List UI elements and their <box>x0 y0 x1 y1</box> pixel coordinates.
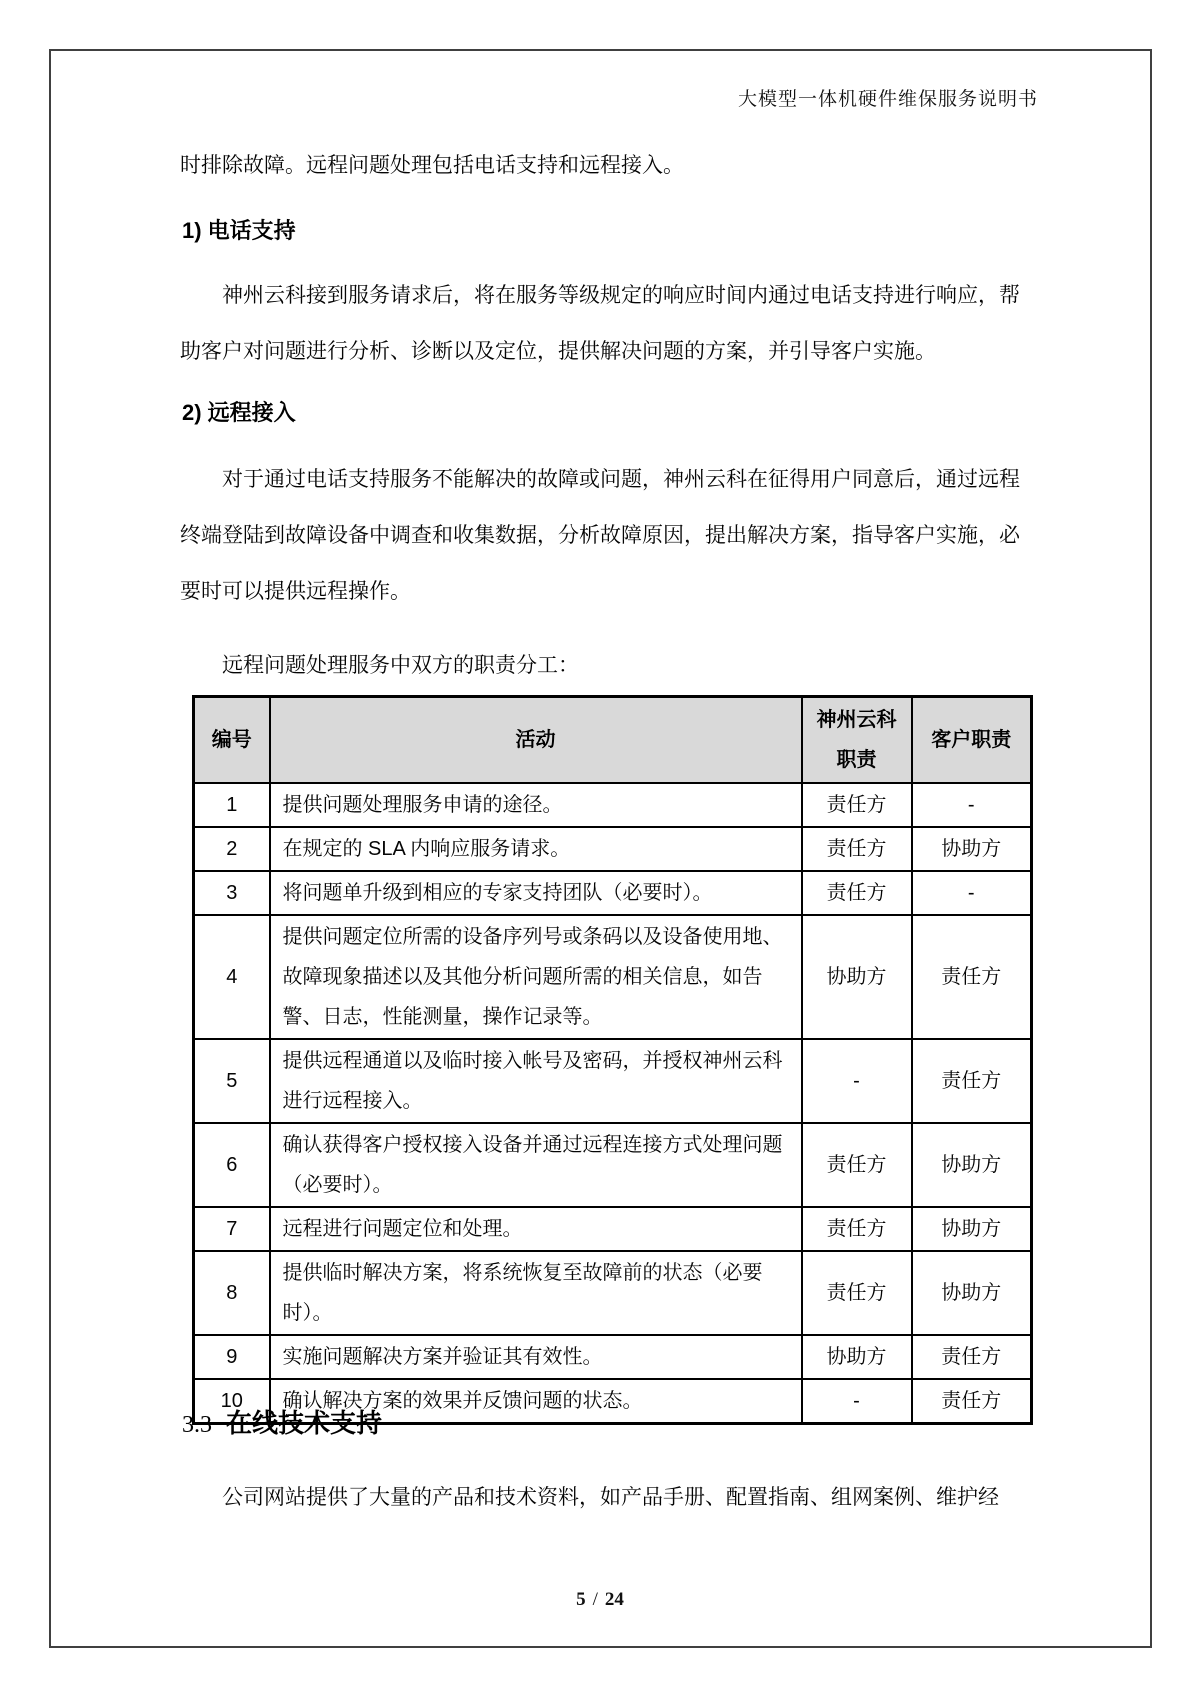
table-row <box>194 1039 1032 1123</box>
remote-access-heading: 2) 远程接入 <box>182 400 296 425</box>
row-number-cell: 9 <box>194 1335 270 1379</box>
customer-role-cell: 协助方 <box>912 1251 1032 1335</box>
online-support-heading <box>182 1403 382 1448</box>
vendor-role-cell: 责任方 <box>802 1207 912 1251</box>
customer-role-cell: - <box>912 783 1032 827</box>
document-header-title: 大模型一体机硬件维保服务说明书 <box>737 89 1038 110</box>
customer-role-cell: 责任方 <box>912 1335 1032 1379</box>
header-activity: 活动 <box>270 697 802 784</box>
responsibility-table-body <box>194 783 1032 1424</box>
row-number-cell: 10 <box>194 1379 270 1424</box>
table-row <box>194 1335 1032 1379</box>
table-header-row <box>194 697 1032 784</box>
page-number-current: 5 <box>576 1589 586 1610</box>
table-row <box>194 783 1032 827</box>
row-number-cell: 5 <box>194 1039 270 1123</box>
row-number-cell: 3 <box>194 871 270 915</box>
online-support-paragraph: 公司网站提供了大量的产品和技术资料，如产品手册、配置指南、组网案例、维护经 <box>222 1486 999 1509</box>
activity-cell: 提供问题处理服务申请的途径。 <box>270 783 802 827</box>
vendor-role-cell: 协助方 <box>802 915 912 1039</box>
row-number-cell: 1 <box>194 783 270 827</box>
responsibility-table-container <box>192 695 1033 1425</box>
header-number: 编号 <box>194 697 270 784</box>
customer-role-cell: 协助方 <box>912 1123 1032 1207</box>
header-customer-role: 客户职责 <box>912 697 1032 784</box>
activity-cell: 在规定的 SLA 内响应服务请求。 <box>270 827 802 871</box>
row-number-cell: 8 <box>194 1251 270 1335</box>
customer-role-cell: - <box>912 871 1032 915</box>
section-title: 在线技术支持 <box>226 1408 383 1438</box>
table-row <box>194 1207 1032 1251</box>
customer-role-cell: 责任方 <box>912 1039 1032 1123</box>
activity-cell: 确认解决方案的效果并反馈问题的状态。 <box>270 1379 802 1424</box>
row-number-cell: 4 <box>194 915 270 1039</box>
section-number: 3.3 <box>182 1412 212 1438</box>
customer-role-cell: 协助方 <box>912 1207 1032 1251</box>
vendor-role-cell: 责任方 <box>802 1123 912 1207</box>
responsibility-table <box>192 695 1033 1425</box>
row-number-cell: 7 <box>194 1207 270 1251</box>
phone-support-paragraph: 神州云科接到服务请求后，将在服务等级规定的响应时间内通过电话支持进行响应，帮助客户对问题进行分析、诊断以及定位，提供解决问题的方案，并引导客户实施。 <box>180 284 1020 363</box>
phone-support-heading: 1) 电话支持 <box>182 218 296 243</box>
table-row <box>194 871 1032 915</box>
page-number-total: 24 <box>604 1589 624 1610</box>
row-number-cell: 2 <box>194 827 270 871</box>
activity-cell: 确认获得客户授权接入设备并通过远程连接方式处理问题（必要时）。 <box>270 1123 802 1207</box>
activity-cell: 实施问题解决方案并验证其有效性。 <box>270 1335 802 1379</box>
header-vendor-role: 神州云科职责 <box>802 697 912 784</box>
row-number-cell: 6 <box>194 1123 270 1207</box>
activity-cell: 将问题单升级到相应的专家支持团队（必要时）。 <box>270 871 802 915</box>
activity-cell: 提供远程通道以及临时接入帐号及密码，并授权神州云科进行远程接入。 <box>270 1039 802 1123</box>
vendor-role-cell: - <box>802 1379 912 1424</box>
customer-role-cell: 协助方 <box>912 827 1032 871</box>
vendor-role-cell: 责任方 <box>802 1251 912 1335</box>
table-row <box>194 1123 1032 1207</box>
table-row <box>194 915 1032 1039</box>
remote-access-paragraph: 对于通过电话支持服务不能解决的故障或问题，神州云科在征得用户同意后，通过远程终端登陆到故障设备中调查和收集数据，分析故障原因，提出解决方案，指导客户实施，必要时可以提供远程操作。 <box>180 468 1020 603</box>
activity-cell: 远程进行问题定位和处理。 <box>270 1207 802 1251</box>
table-row <box>194 1251 1032 1335</box>
customer-role-cell: 责任方 <box>912 915 1032 1039</box>
responsibility-lead-in: 远程问题处理服务中双方的职责分工： <box>222 654 579 677</box>
customer-role-cell: 责任方 <box>912 1379 1032 1424</box>
intro-paragraph: 时排除故障。远程问题处理包括电话支持和远程接入。 <box>180 154 684 177</box>
vendor-role-cell: 责任方 <box>802 871 912 915</box>
vendor-role-cell: - <box>802 1039 912 1123</box>
table-row <box>194 827 1032 871</box>
vendor-role-cell: 协助方 <box>802 1335 912 1379</box>
activity-cell: 提供问题定位所需的设备序列号或条码以及设备使用地、故障现象描述以及其他分析问题所需的相关信息，如告警、日志，性能测量，操作记录等。 <box>270 915 802 1039</box>
activity-cell: 提供临时解决方案，将系统恢复至故障前的状态（必要时）。 <box>270 1251 802 1335</box>
vendor-role-cell: 责任方 <box>802 827 912 871</box>
page-number-separator: / <box>592 1589 598 1610</box>
page-footer <box>0 1585 1200 1615</box>
vendor-role-cell: 责任方 <box>802 783 912 827</box>
